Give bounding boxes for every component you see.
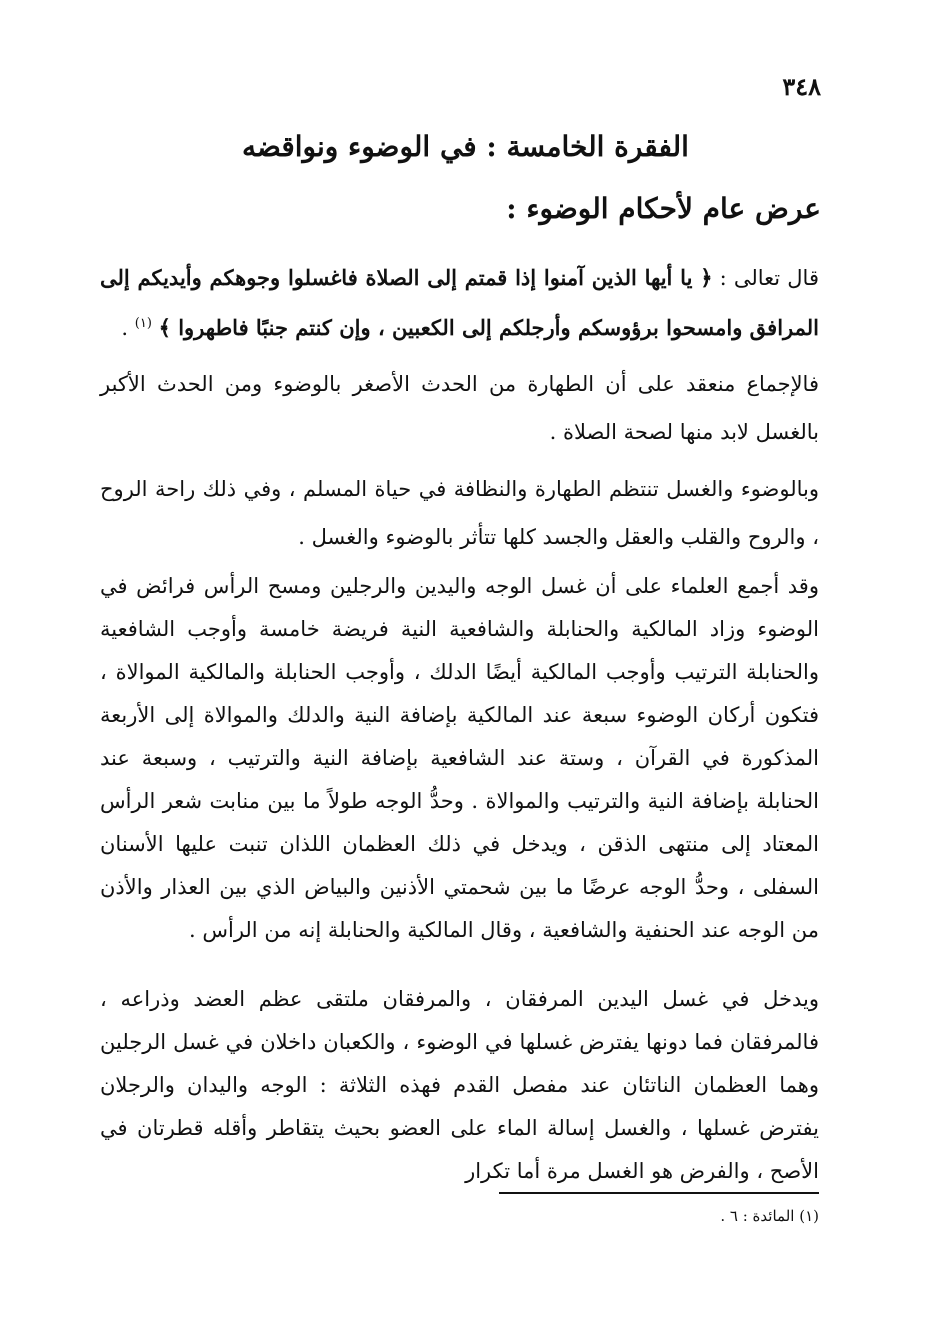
verse-paragraph xyxy=(100,255,819,351)
subheading: عرض عام لأحكام الوضوء : xyxy=(506,192,821,225)
verse-intro: قال تعالى : xyxy=(719,266,819,290)
footnote-divider xyxy=(499,1192,819,1194)
quran-verse: ﴿ يا أيها الذين آمنوا إذا قمتم إلى الصلاة فاغسلوا وجوهكم وأيديكم إلى المرافق وامسحوا برؤوسكم وأرجلكم إلى الكعبين ، وإن كنتم جنبًا فاطهروا ﴾ xyxy=(100,265,819,340)
footnote-reference: (١) xyxy=(134,316,152,331)
verse-end-punctuation: . xyxy=(121,316,135,340)
paragraph: وقد أجمع العلماء على أن غسل الوجه واليدين والرجلين ومسح الرأس فرائض في الوضوء وزاد المالكية والحنابلة والشافعية النية فريضة خامسة وأوجب الشافعية والحنابلة الترتيب وأوجب المالكية أيضًا الدلك ، وأوجب الحنابلة والمالكية الموالاة ، فتكون أركان الوضوء سبعة عند المالكية بإضافة النية والدلك والموالاة إلى الأربعة المذكورة في القرآن ، وستة عند الشافعية بإضافة النية والترتيب ، وسبعة عند الحنابلة بإضافة النية والترتيب والموالاة . وحدُّ الوجه طولاً ما بين منابت شعر الرأس المعتاد إلى منتهى الذقن ، ويدخل في ذلك العظمان اللذان تنبت عليها الأسنان السفلى ، وحدُّ الوجه عرضًا ما بين شحمتي الأذنين والبياض الذي بين العذار والأذن من الوجه عند الحنفية والشافعية ، وقال المالكية والحنابلة إنه من الرأس . xyxy=(100,574,819,942)
paragraph: ويدخل في غسل اليدين المرفقان ، والمرفقان ملتقى عظم العضد وذراعه ، فالمرفقان فما دونها يفترض غسلها في الوضوء ، والكعبان داخلان في غسل الرجلين وهما العظمان الناتئان عند مفصل القدم فهذه الثلاثة : الوجه واليدان والرجلان يفترض غسلها ، والغسل إسالة الماء على العضو بحيث يتقاطر وأقله قطرتان في الأصح ، والفرض هو الغسل مرة أما تكرار xyxy=(100,987,819,1183)
paragraph: وبالوضوء والغسل تنتظم الطهارة والنظافة في حياة المسلم ، وفي ذلك راحة الروح ، والروح والقلب والعقل والجسد كلها تتأثر بالوضوء والغسل . xyxy=(100,477,819,549)
footnote: (١) المائدة : ٦ . xyxy=(720,1207,819,1225)
paragraph: فالإجماع منعقد على أن الطهارة من الحدث الأصغر بالوضوء ومن الحدث الأكبر بالغسل لابد منها لصحة الصلاة . xyxy=(100,372,819,444)
page-number: ٣٤٨ xyxy=(782,72,821,101)
section-title: الفقرة الخامسة : في الوضوء ونواقضه xyxy=(242,130,689,163)
